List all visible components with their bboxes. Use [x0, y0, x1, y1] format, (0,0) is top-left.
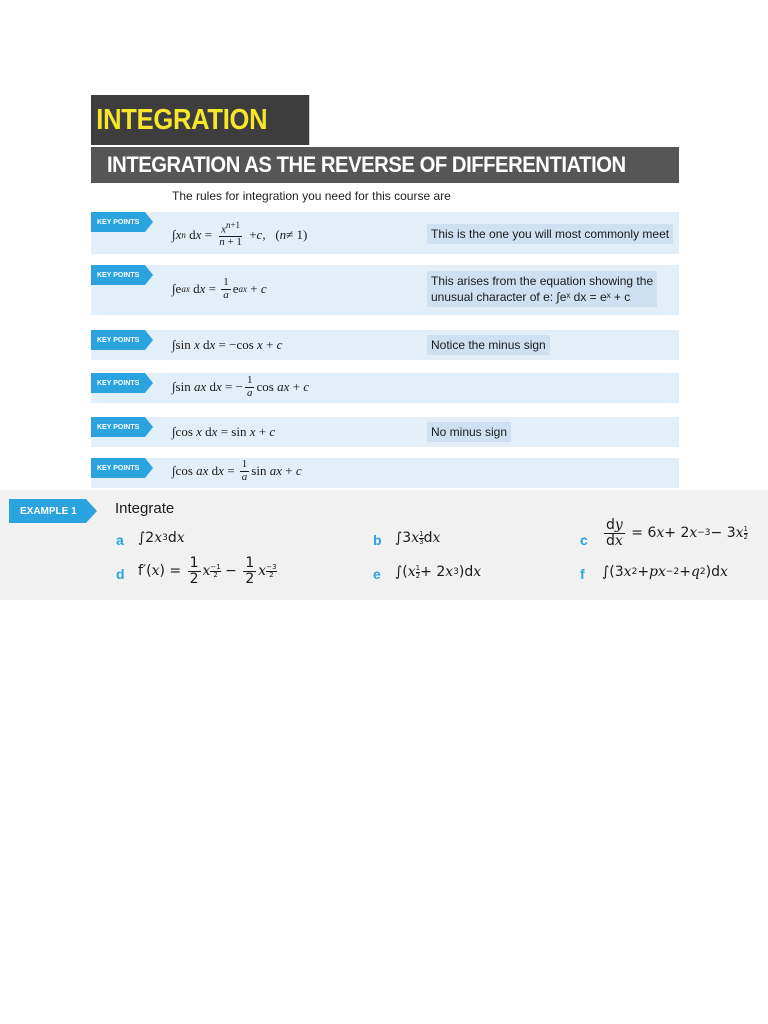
page-title: INTEGRATION — [91, 95, 309, 145]
key-points-tag: KEY POINTS — [91, 417, 145, 437]
part-c-expression: $\frac{dy}{dx}$ = 6 x + 2 x −3 − 3 x $\frac{1}{2}$ — [606, 517, 749, 549]
rule-formula: ∫e ax d x = $\frac{1}{a}$ e ax + c — [172, 276, 267, 301]
example-instruction: Integrate — [115, 500, 175, 517]
intro-text: The rules for integration you need for this course are — [172, 189, 451, 203]
part-f-expression: ∫(3 x 2 + px −2 + q 2 )d x — [602, 564, 728, 580]
part-e-expression: ∫( x $\frac{1}{2}$ + 2 x 3 )d x — [395, 563, 482, 580]
rule-formula: ∫sin x d x = −cos x + c — [172, 337, 283, 352]
part-letter-a: a — [116, 532, 124, 548]
part-letter-b: b — [373, 532, 382, 548]
key-points-tag: KEY POINTS — [91, 265, 145, 285]
key-point-row — [91, 458, 679, 488]
rule-formula: ∫cos ax d x = $\frac{1}{a}$ sin ax + c — [172, 458, 302, 483]
rule-formula: ∫cos x d x = sin x + c — [172, 424, 276, 439]
key-points-tag: KEY POINTS — [91, 373, 145, 393]
key-points-tag: KEY POINTS — [91, 212, 145, 232]
part-d-expression: f′( x ) = $\frac{1}{2}$ x $\frac{-1}{2}$ − $\frac{1}{2}$ x $\frac{-3}{2}$ — [138, 555, 277, 587]
key-point-row — [91, 265, 679, 315]
part-letter-d: d — [116, 566, 125, 582]
rule-note: No minus sign — [427, 422, 511, 442]
part-letter-e: e — [373, 566, 381, 582]
key-point-row — [91, 330, 679, 360]
rule-note: This is the one you will most commonly meet — [427, 224, 673, 244]
key-point-row — [91, 373, 679, 403]
example-tag: EXAMPLE 1 — [9, 499, 86, 523]
rule-note: This arises from the equation showing the unusual character of e: ∫eˣ dx = eˣ + c — [427, 271, 657, 307]
part-letter-c: c — [580, 532, 588, 548]
part-b-expression: ∫3 x $\frac{1}{3}$ d x — [395, 529, 441, 546]
part-letter-f: f — [580, 566, 585, 582]
rule-note: Notice the minus sign — [427, 335, 550, 355]
key-point-row — [91, 212, 679, 254]
rule-formula: ∫sin ax d x = − $\frac{1}{a}$ cos ax + c — [172, 374, 309, 399]
key-points-tag: KEY POINTS — [91, 330, 145, 350]
rule-formula: ∫ x n d x = $\frac{x^{n+1}}{n + 1}$ + c , ( n ≠ 1) — [172, 220, 308, 249]
key-point-row — [91, 417, 679, 447]
section-title: INTEGRATION AS THE REVERSE OF DIFFERENTIATION — [91, 147, 679, 183]
part-a-expression: ∫2 x 3 d x — [138, 530, 185, 546]
key-points-tag: KEY POINTS — [91, 458, 145, 478]
